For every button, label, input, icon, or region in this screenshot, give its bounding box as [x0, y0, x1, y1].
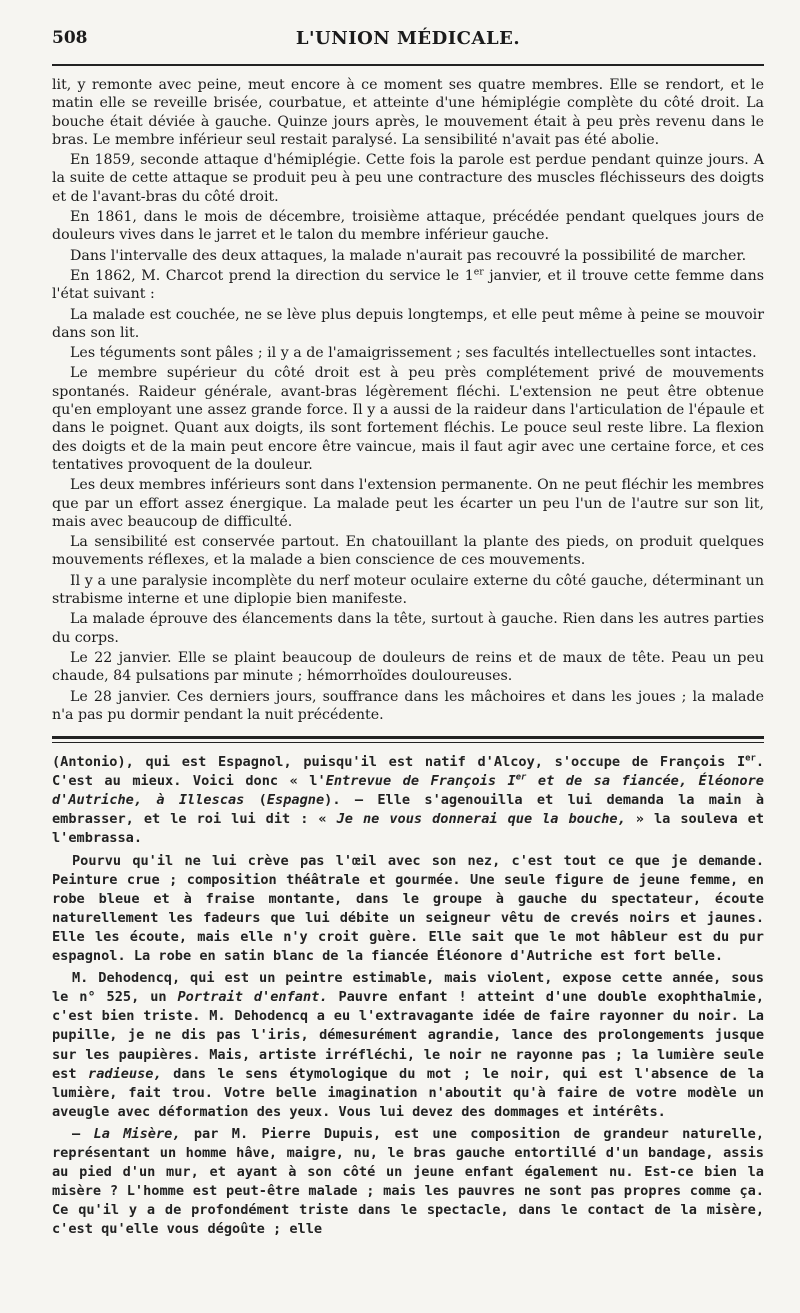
paragraph: — La Misère, par M. Pierre Dupuis, est une composition de grandeur naturelle, représentant un homme hâve, maigre, nu, le bras gauche entortillé d'un bandage, assis au pied d'un mur, et ayant à son côté un jeune enfant également nu. Est-ce bien la misère ? L'homme est peut-être malade ; mais les pauvres ne sont pas propres comme ça. Ce qu'il y a de profondément triste dans le spectacle, dans le contact de la misère, c'est qu'elle vous dégoûte ; elle	[52, 1125, 765, 1238]
paragraph: La malade est couchée, ne se lève plus depuis longtemps, et elle peut même à peine se mouvoir dans son lit.	[52, 306, 764, 341]
paragraph: lit, y remonte avec peine, meut encore à ce moment ses quatre membres. Elle se rendort, et le matin elle se reveille brisée, courbatue, et atteinte d'une hémiplégie complète du côté droit. La bouche était déviée à gauche. Quinze jours après, le mouvement était à peu près revenu dans le bras. Le membre inférieur seul restait paralysé. La sensibilité n'avait pas été abolie.	[52, 77, 764, 148]
page	[52, 28, 764, 1239]
paragraph: (Antonio), qui est Espagnol, puisqu'il est natif d'Alcoy, s'occupe de François Ier. C'est au mieux. Voici donc « l'Entrevue de François Ier et de sa fiancée, Éléonore d'Autriche, à Illescas (Espagne). — Elle s'agenouilla et lui demanda la main à embrasser, et le roi lui dit : « Je ne vous donnerai que la bouche, » la souleva et l'embrassa.	[52, 753, 765, 847]
paragraph: La sensibilité est conservée partout. En chatouillant la plante des pieds, on produit quelques mouvements réflexes, et la malade a bien conscience de ces mouvements.	[52, 534, 764, 569]
paragraph: Le 22 janvier. Elle se plaint beaucoup de douleurs de reins et de maux de tête. Peau un peu chaude, 84 pulsations par minute ; hémorrhoïdes douloureuses.	[52, 649, 764, 685]
running-title: L'UNION MÉDICALE.	[295, 28, 521, 49]
paragraph: Il y a une paralysie incomplète du nerf moteur oculaire externe du côté gauche, déterminant un strabisme interne et une diplopie bien manifeste.	[52, 572, 764, 608]
clinical-observation-text	[52, 76, 764, 724]
feuilleton-text	[52, 753, 764, 1239]
paragraph: En 1859, seconde attaque d'hémiplégie. Cette fois la parole est perdue pendant quinze jours. A la suite de cette attaque se produit peu à peu une contracture des muscles fléchisseurs des doigts et de l'avant-bras du côté droit.	[52, 152, 764, 205]
paragraph: Le 28 janvier. Ces derniers jours, souffrance dans les mâchoires et dans les joues ; la malade n'a pas pu dormir pendant la nuit précédente.	[52, 688, 764, 723]
feuilleton-separator	[52, 736, 764, 743]
paragraph: Les deux membres inférieurs sont dans l'extension permanente. On ne peut fléchir les membres que par un effort assez énergique. La malade peut les écarter un peu l'un de l'autre sur son lit, mais avec beaucoup de difficulté.	[52, 477, 764, 530]
paragraph: Le membre supérieur du côté droit est à peu près complétement privé de mouvements spontanés. Raideur générale, avant-bras légèrement fléchi. L'extension ne peut être obtenue qu'en employant une assez grande force. Il y a aussi de la raideur dans l'articulation de l'épaule et dans le poignet. Quant aux doigts, ils sont fortement fléchis. Le pouce seul reste libre. La flexion des doigts et de la main peut encore être vaincue, mais il faut agir avec une certaine force, et ces tentatives provoquent de la douleur.	[52, 365, 764, 473]
page-header	[52, 28, 764, 58]
paragraph: En 1861, dans le mois de décembre, troisième attaque, précédée pendant quelques jours de douleurs vives dans le jarret et le talon du membre inférieur gauche.	[52, 209, 764, 244]
paragraph: Dans l'intervalle des deux attaques, la malade n'aurait pas recouvré la possibilité de marcher.	[70, 247, 747, 264]
paragraph: Pourvu qu'il ne lui crève pas l'œil avec son nez, c'est tout ce que je demande. Peinture crue ; composition théâtrale et gourmée. Une seule figure de jeune femme, en robe bleue et à fraise montante, dans le groupe à gauche du spectateur, écoute naturellement les fadeurs que lui débite un seigneur vêtu de crevés noirs et jaunes. Elle les écoute, mais elle n'y croit guère. Elle sait que le mot hâbleur est du pur espagnol. La robe en satin blanc de la fiancée Éléonore d'Autriche est fort belle.	[52, 852, 764, 965]
paragraph: En 1862, M. Charcot prend la direction du service le 1er janvier, et il trouve cette femme dans l'état suivant :	[52, 266, 764, 303]
paragraph: M. Dehodencq, qui est un peintre estimable, mais violent, expose cette année, sous le n° 525, un Portrait d'enfant. Pauvre enfant ! atteint d'une double exophthalmie, c'est bien triste. M. Dehodencq a eu l'extravagante idée de faire rayonner du noir. La pupille, je ne dis pas l'iris, démesurément agrandie, lance des prolongements jusque sur les paupières. Mais, artiste irréfléchi, le noir ne rayonne pas ; la lumière seule est radieuse, dans le sens étymologique du mot ; le noir, qui est l'absence de la lumière, fait trou. Votre belle imagination n'aboutit qu'à faire de votre modèle un aveugle avec déformation des yeux. Vous lui devez des dommages et intérêts.	[52, 970, 764, 1120]
page-number: 508	[52, 28, 88, 48]
paragraph: Les téguments sont pâles ; il y a de l'amaigrissement ; ses facultés intellectuelles sont intactes.	[70, 345, 757, 362]
paragraph: La malade éprouve des élancements dans la tête, surtout à gauche. Rien dans les autres parties du corps.	[52, 611, 764, 646]
header-rule	[52, 64, 764, 66]
